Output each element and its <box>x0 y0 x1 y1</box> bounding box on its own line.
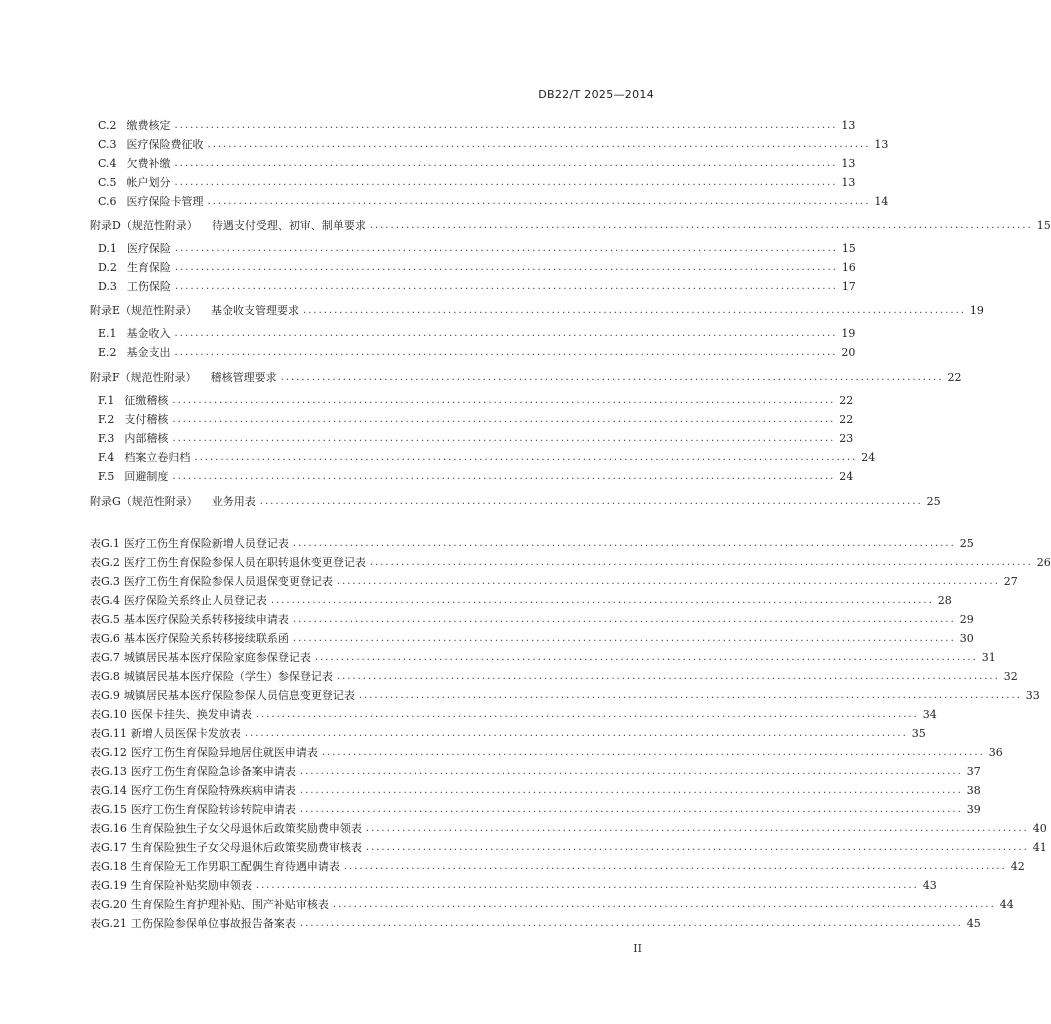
toc-entry[interactable] <box>0 277 856 296</box>
toc-title: 医疗工伤生育保险特殊疾病申请表 <box>130 784 296 797</box>
toc-page: 30 <box>959 632 974 645</box>
toc-table-entry[interactable] <box>0 762 981 781</box>
toc-title: 医疗工伤生育保险新增人员登记表 <box>123 537 289 550</box>
toc-title: 稽核管理要求 <box>210 371 277 384</box>
toc-number: 表G.14 <box>90 784 127 797</box>
toc-entry[interactable] <box>0 467 854 486</box>
toc-title: 城镇居民基本医疗保险（学生）参保登记表 <box>123 670 333 683</box>
toc-page: 32 <box>1003 670 1018 683</box>
toc-number: 表G.17 <box>90 841 127 854</box>
leader-dots: ................................................................................................................................ <box>299 804 963 815</box>
toc-title: 医疗工伤生育保险转诊转院申请表 <box>130 803 296 816</box>
toc-page: 17 <box>841 280 856 293</box>
leader-dots: ................................................................................................................................ <box>336 671 1000 682</box>
toc-number: F.5 <box>98 470 115 483</box>
toc-title: 基本医疗保险关系转移接续联系函 <box>123 632 289 645</box>
toc-title: 医疗保险费征收 <box>126 138 204 151</box>
toc-page: 25 <box>926 495 941 508</box>
toc-title: 帐户划分 <box>126 176 171 189</box>
toc-entry[interactable] <box>0 239 856 258</box>
toc-number: C.2 <box>98 119 117 132</box>
leader-dots: ................................................................................................................................ <box>172 433 836 444</box>
standard-code: DB22/T 2025—2014 <box>538 88 654 101</box>
toc-number: 表G.18 <box>90 860 127 873</box>
toc-page: 28 <box>937 594 952 607</box>
toc-entry[interactable] <box>0 343 856 362</box>
toc-page: 44 <box>999 898 1014 911</box>
toc-table-entry[interactable] <box>0 819 1047 838</box>
toc-page: 33 <box>1025 689 1040 702</box>
toc-page: 39 <box>966 803 981 816</box>
toc-page: 24 <box>861 451 876 464</box>
leader-dots: ................................................................................................................................ <box>255 880 919 891</box>
toc-title: 医疗保险 <box>126 242 171 255</box>
leader-dots: ................................................................................................................................ <box>365 842 1029 853</box>
toc-title: 新增人员医保卡发放表 <box>130 727 241 740</box>
leader-dots: ................................................................................................................................ <box>172 471 836 482</box>
leader-dots: ................................................................................................................................ <box>255 709 919 720</box>
toc-page: 37 <box>966 765 981 778</box>
leader-dots: ................................................................................................................................ <box>280 372 944 383</box>
leader-dots: ................................................................................................................................ <box>314 652 978 663</box>
toc-page: 15 <box>841 242 856 255</box>
toc-title: 生育保险独生子女父母退休后政策奖励费申领表 <box>130 822 362 835</box>
toc-number: 表G.9 <box>90 689 120 702</box>
toc-page: 31 <box>981 651 996 664</box>
toc-table-entry[interactable] <box>0 781 981 800</box>
toc-entry[interactable] <box>0 173 856 192</box>
toc-number: D.2 <box>98 261 117 274</box>
toc-page: 26 <box>1036 556 1051 569</box>
toc-title: 生育保险补贴奖励申领表 <box>130 879 252 892</box>
toc-table-entry[interactable] <box>0 800 981 819</box>
toc-number: C.3 <box>98 138 117 151</box>
toc-page: 35 <box>911 727 926 740</box>
toc-page: 36 <box>988 746 1003 759</box>
toc-title: 待遇支付受理、初审、制单要求 <box>211 219 366 232</box>
leader-dots: ................................................................................................................................ <box>299 918 963 929</box>
toc-table-entry[interactable] <box>0 648 996 667</box>
toc-number: D.3 <box>98 280 117 293</box>
toc-number: E.2 <box>98 346 117 359</box>
leader-dots: ................................................................................................................................ <box>358 690 1022 701</box>
leader-dots: ................................................................................................................................ <box>174 328 838 339</box>
toc-number: 表G.20 <box>90 898 127 911</box>
toc-title: 医疗工伤生育保险参保人员在职转退休变更登记表 <box>123 556 366 569</box>
toc-table-entry[interactable] <box>0 629 974 648</box>
leader-dots: ................................................................................................................................ <box>292 614 956 625</box>
toc-page: 13 <box>874 138 889 151</box>
toc-title: 医疗保险卡管理 <box>126 195 204 208</box>
toc-number: C.5 <box>98 176 117 189</box>
toc-title: 城镇居民基本医疗保险参保人员信息变更登记表 <box>123 689 355 702</box>
leader-dots: ................................................................................................................................ <box>174 120 838 131</box>
toc-number: 附录D（规范性附录） <box>90 219 198 232</box>
leader-dots: ................................................................................................................................ <box>174 281 838 292</box>
toc-title: 欠费补缴 <box>126 157 171 170</box>
toc-number: C.6 <box>98 195 117 208</box>
leader-dots: ................................................................................................................................ <box>321 747 985 758</box>
toc-page: 13 <box>841 157 856 170</box>
toc-title: 工伤保险参保单位事故报告备案表 <box>130 917 296 930</box>
toc-page: 23 <box>839 432 854 445</box>
toc-page: 15 <box>1036 219 1051 232</box>
toc-title: 医疗保险关系终止人员登记表 <box>123 594 267 607</box>
toc-title: 医保卡挂失、换发申请表 <box>130 708 252 721</box>
leader-dots: ................................................................................................................................ <box>207 139 871 150</box>
toc-title: 生育保险无工作男职工配偶生育待遇申请表 <box>130 860 340 873</box>
toc-title: 工伤保险 <box>126 280 171 293</box>
leader-dots: ................................................................................................................................ <box>303 305 966 316</box>
toc-page: 20 <box>841 346 856 359</box>
toc-entry[interactable] <box>0 116 856 135</box>
toc-page: 29 <box>959 613 974 626</box>
toc-title: 档案立卷归档 <box>124 451 191 464</box>
leader-dots: ................................................................................................................................ <box>207 196 871 207</box>
toc-number: F.3 <box>98 432 115 445</box>
toc-entry[interactable] <box>0 410 854 429</box>
toc-page: 13 <box>841 176 856 189</box>
toc-page: 34 <box>922 708 937 721</box>
toc-number: 表G.21 <box>90 917 127 930</box>
toc-page: 22 <box>839 413 854 426</box>
toc-title: 基金支出 <box>126 346 171 359</box>
leader-dots: ................................................................................................................................ <box>270 595 934 606</box>
toc-title: 医疗工伤生育保险异地居住就医申请表 <box>130 746 318 759</box>
toc-page: 19 <box>841 327 856 340</box>
toc-table-entry[interactable] <box>0 724 926 743</box>
toc-number: 表G.10 <box>90 708 127 721</box>
toc-number: 表G.19 <box>90 879 127 892</box>
toc-table-entry[interactable] <box>0 876 937 895</box>
leader-dots: ................................................................................................................................ <box>292 538 956 549</box>
toc-title: 回避制度 <box>124 470 169 483</box>
toc-page: 42 <box>1010 860 1025 873</box>
toc-title: 医疗工伤生育保险参保人员退保变更登记表 <box>123 575 333 588</box>
toc-title: 基金收入 <box>126 327 171 340</box>
toc-table-entry[interactable] <box>0 534 974 553</box>
toc-title: 业务用表 <box>211 495 256 508</box>
toc-page: 22 <box>839 394 854 407</box>
toc-entry[interactable] <box>0 324 856 343</box>
toc-appendix-entry[interactable] <box>0 492 941 511</box>
toc-page: 19 <box>969 304 984 317</box>
leader-dots: ................................................................................................................................ <box>259 496 923 507</box>
toc-appendix-entry[interactable] <box>0 216 1051 235</box>
leader-dots: ................................................................................................................................ <box>174 177 838 188</box>
toc-number: 表G.1 <box>90 537 120 550</box>
toc-page: 24 <box>839 470 854 483</box>
toc-title: 征缴稽核 <box>124 394 169 407</box>
leader-dots: ................................................................................................................................ <box>332 899 996 910</box>
toc-number: 表G.7 <box>90 651 120 664</box>
leader-dots: ................................................................................................................................ <box>174 158 838 169</box>
toc-number: F.2 <box>98 413 115 426</box>
toc-number: C.4 <box>98 157 117 170</box>
toc-title: 基金收支管理要求 <box>211 304 300 317</box>
toc-table-entry[interactable] <box>0 857 1025 876</box>
toc-appendix-entry[interactable] <box>0 301 984 320</box>
toc-number: 附录G（规范性附录） <box>90 495 198 508</box>
toc-page: 38 <box>966 784 981 797</box>
leader-dots: ................................................................................................................................ <box>299 785 963 796</box>
toc-number: 表G.13 <box>90 765 127 778</box>
toc-table-entry[interactable] <box>0 705 937 724</box>
toc-number: E.1 <box>98 327 117 340</box>
toc-title: 支付稽核 <box>124 413 169 426</box>
toc-number: D.1 <box>98 242 117 255</box>
toc-number: F.4 <box>98 451 115 464</box>
toc-page: 13 <box>841 119 856 132</box>
leader-dots: ................................................................................................................................ <box>174 262 838 273</box>
toc-number: 附录F（规范性附录） <box>90 371 197 384</box>
toc-page: 40 <box>1032 822 1047 835</box>
toc-number: 表G.6 <box>90 632 120 645</box>
toc-number: 表G.11 <box>90 727 127 740</box>
leader-dots: ................................................................................................................................ <box>194 452 858 463</box>
leader-dots: ................................................................................................................................ <box>174 243 838 254</box>
toc-appendix-entry[interactable] <box>0 368 962 387</box>
leader-dots: ................................................................................................................................ <box>299 766 963 777</box>
leader-dots: ................................................................................................................................ <box>174 347 838 358</box>
toc-number: 表G.2 <box>90 556 120 569</box>
toc-table-entry[interactable] <box>0 610 974 629</box>
toc-title: 生育保险独生子女父母退休后政策奖励费审核表 <box>130 841 362 854</box>
toc-page: 41 <box>1032 841 1047 854</box>
toc-page: 25 <box>959 537 974 550</box>
toc-entry[interactable] <box>0 258 856 277</box>
toc-number: F.1 <box>98 394 115 407</box>
toc-page: 14 <box>874 195 889 208</box>
page-number: II <box>633 942 642 955</box>
toc-entry[interactable] <box>0 192 889 211</box>
toc-number: 附录E（规范性附录） <box>90 304 198 317</box>
toc-number: 表G.16 <box>90 822 127 835</box>
toc-number: 表G.3 <box>90 575 120 588</box>
toc-number: 表G.12 <box>90 746 127 759</box>
toc-title: 城镇居民基本医疗保险家庭参保登记表 <box>123 651 311 664</box>
leader-dots: ................................................................................................................................ <box>369 220 1033 231</box>
toc-entry[interactable] <box>0 448 876 467</box>
leader-dots: ................................................................................................................................ <box>336 576 1000 587</box>
toc-page: 16 <box>841 261 856 274</box>
toc-page: 27 <box>1003 575 1018 588</box>
toc-page: 45 <box>966 917 981 930</box>
leader-dots: ................................................................................................................................ <box>172 414 836 425</box>
toc-entry[interactable] <box>0 429 854 448</box>
toc-number: 表G.5 <box>90 613 120 626</box>
toc-table-entry[interactable] <box>0 743 1003 762</box>
toc-title: 缴费核定 <box>126 119 171 132</box>
toc-table-entry[interactable] <box>0 553 1051 572</box>
toc-table-entry[interactable] <box>0 838 1047 857</box>
toc-entry[interactable] <box>0 135 889 154</box>
toc-table-entry[interactable] <box>0 572 1018 591</box>
toc-title: 生育保险生育护理补贴、围产补贴审核表 <box>130 898 329 911</box>
toc-table-entry[interactable] <box>0 895 1014 914</box>
toc-number: 表G.8 <box>90 670 120 683</box>
toc-title: 基本医疗保险关系转移接续申请表 <box>123 613 289 626</box>
leader-dots: ................................................................................................................................ <box>343 861 1007 872</box>
toc-number: 表G.15 <box>90 803 127 816</box>
toc-entry[interactable] <box>0 391 854 410</box>
toc-title: 医疗工伤生育保险急诊备案申请表 <box>130 765 296 778</box>
toc-number: 表G.4 <box>90 594 120 607</box>
toc-table-entry[interactable] <box>0 667 1018 686</box>
toc-table-entry[interactable] <box>0 591 952 610</box>
leader-dots: ................................................................................................................................ <box>365 823 1029 834</box>
toc-entry[interactable] <box>0 154 856 173</box>
toc-table-entry[interactable] <box>0 686 1040 705</box>
leader-dots: ................................................................................................................................ <box>369 557 1033 568</box>
toc-title: 内部稽核 <box>124 432 169 445</box>
toc-page: 43 <box>922 879 937 892</box>
leader-dots: ................................................................................................................................ <box>244 728 908 739</box>
toc-table-entry[interactable] <box>0 914 981 933</box>
leader-dots: ................................................................................................................................ <box>292 633 956 644</box>
toc-page: 22 <box>947 371 962 384</box>
leader-dots: ................................................................................................................................ <box>172 395 836 406</box>
toc-title: 生育保险 <box>126 261 171 274</box>
